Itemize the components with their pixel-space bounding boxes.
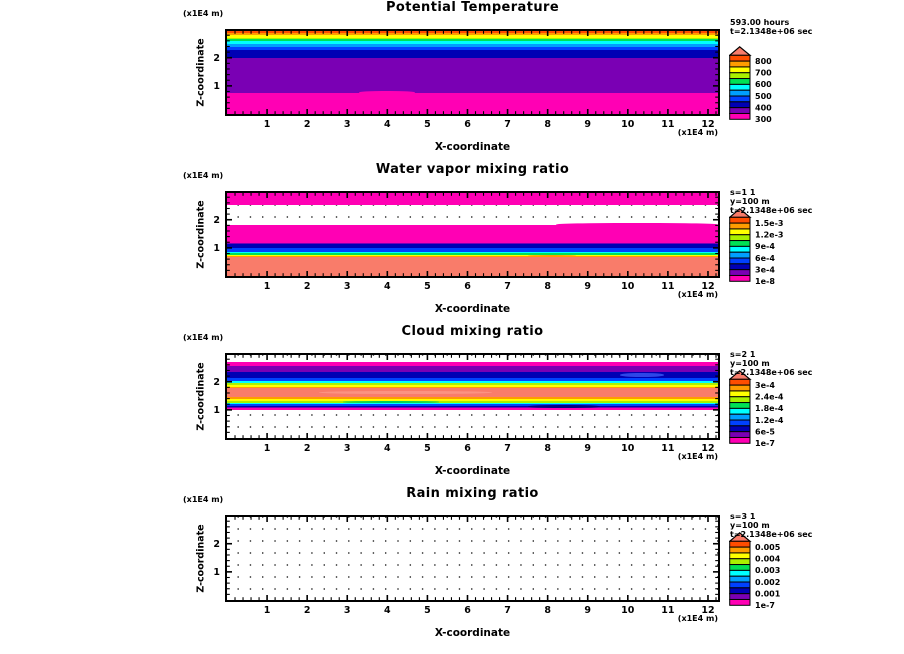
x-tick-label: 6 [464,119,471,130]
x-tick-label: 11 [661,281,675,292]
z-tick-label: 1 [213,566,220,578]
colorbar-band [730,391,750,397]
x-tick-label: 5 [424,281,431,292]
x-tick-label: 11 [661,119,675,130]
axis-ticks [227,355,718,438]
x-tick-label: 8 [544,605,551,616]
colorbar-tick-label: 2.4e-4 [755,392,784,402]
plot-area [225,191,720,278]
z-axis-unit-label: (x1E4 m) [183,9,224,18]
colorbar-band [730,108,750,114]
x-tick-label: 8 [544,119,551,130]
axis-ticks [227,193,718,276]
colorbar-scale [729,46,804,126]
colorbar-tick-label: 1e-7 [755,601,775,611]
z-axis-unit-label: (x1E4 m) [183,171,224,180]
x-axis-label: X-coordinate [434,141,511,153]
x-tick-label: 10 [621,119,635,130]
x-tick-label: 12 [701,605,715,616]
panel-title: Cloud mixing ratio [401,324,544,339]
colorbar-tick-label: 1e-8 [755,277,775,287]
x-tick-label: 1 [263,443,271,454]
panel-title: Water vapor mixing ratio [375,162,570,177]
colorbar-band [730,113,750,119]
colorbar-tick-label: 1.8e-4 [755,404,784,414]
panel-title: Potential Temperature [385,0,560,15]
colorbar-band [730,84,750,90]
x-tick-label: 7 [504,119,511,130]
colorbar-band [730,408,750,414]
x-tick-label: 3 [343,281,351,292]
colorbar-tick-label: 1.2e-3 [755,230,784,240]
x-tick-label: 3 [343,443,351,454]
x-tick-label: 9 [584,443,591,454]
legend-header-line: 593.00 hours [730,18,790,27]
colorbar [729,532,804,612]
x-tick-label: 12 [701,119,715,130]
z-axis-unit-label: (x1E4 m) [183,333,224,342]
colorbar-band [730,79,750,85]
colorbar-band [730,588,750,594]
colorbar-scale [729,208,804,288]
x-tick-label: 8 [544,281,551,292]
colorbar-band [730,270,750,276]
colorbar-tick-label: 6e-4 [755,253,775,263]
z-axis-unit-label: (x1E4 m) [183,495,224,504]
colorbar-band [730,599,750,605]
z-axis-label: Z-coordinate [195,524,207,593]
x-tick-label: 5 [424,605,431,616]
colorbar-tick-label: 6e-5 [755,427,775,437]
legend-header-line: t=2.1348e+06 sec [730,206,813,215]
colorbar-tick-label: 3e-4 [755,265,775,275]
x-tick-label: 4 [383,605,391,616]
colorbar-scale [729,370,804,450]
panel-water-vapor-mixing-ratio [0,162,904,330]
legend-header-line: t=2.1348e+06 sec [730,368,813,377]
colorbar [729,370,804,450]
z-tick-label: 2 [213,214,220,226]
z-axis-label: Z-coordinate [195,200,207,269]
colorbar-band [730,432,750,438]
legend-header-line: t=2.1348e+06 sec [730,27,813,36]
z-axis-label: Z-coordinate [195,38,207,107]
colorbar-tick-label: 600 [755,80,772,90]
x-tick-label: 7 [504,281,511,292]
x-tick-label: 10 [621,605,635,616]
z-tick-label: 2 [213,376,220,388]
colorbar-tick-label: 3e-4 [755,380,775,390]
z-axis-label: Z-coordinate [195,362,207,431]
x-tick-label: 4 [383,119,391,130]
legend-header-line: s=3 1 [730,512,756,521]
colorbar-band [730,252,750,258]
colorbar-tick-label: 500 [755,91,772,101]
colorbar [729,46,804,126]
colorbar-band [730,570,750,576]
colorbar-band [730,576,750,582]
colorbar-band [730,582,750,588]
panel-rain-mixing-ratio [0,486,904,654]
colorbar-tick-label: 0.005 [755,542,781,552]
colorbar-tick-label: 0.003 [755,566,781,576]
x-tick-label: 7 [504,605,511,616]
colorbar-tick-label: 0.004 [755,554,781,564]
colorbar-band [730,258,750,264]
plot-area [225,353,720,440]
panel-title: Rain mixing ratio [406,486,539,501]
colorbar-band [730,90,750,96]
x-tick-label: 4 [383,443,391,454]
x-tick-label: 9 [584,605,591,616]
colorbar-tick-label: 1e-7 [755,439,775,449]
colorbar-band [730,379,750,385]
colorbar-arrow [730,47,750,56]
colorbar-band [730,403,750,409]
colorbar-band [730,397,750,403]
colorbar-band [730,246,750,252]
x-tick-label: 3 [343,119,351,130]
colorbar-band [730,67,750,73]
x-tick-label: 2 [303,605,311,616]
x-axis-unit-label: (x1E4 m) [677,614,718,623]
z-tick-label: 1 [213,404,220,416]
x-tick-label: 1 [263,281,271,292]
panel-cloud-mixing-ratio [0,324,904,492]
x-tick-label: 2 [303,281,311,292]
legend-header-line: s=1 1 [730,188,756,197]
x-axis-label: X-coordinate [434,627,511,639]
plot-area [225,29,720,116]
x-tick-label: 2 [303,119,311,130]
x-tick-label: 8 [544,443,551,454]
z-tick-label: 2 [213,52,220,64]
colorbar-band [730,414,750,420]
legend-header-line: t=2.1348e+06 sec [730,530,813,539]
colorbar-band [730,61,750,67]
x-axis-label: X-coordinate [434,303,511,315]
x-axis-label: X-coordinate [434,465,511,477]
x-tick-label: 12 [701,281,715,292]
colorbar-band [730,217,750,223]
legend-header-line: y=100 m [730,521,770,530]
colorbar-tick-label: 1.5e-3 [755,218,784,228]
colorbar-scale [729,532,804,612]
colorbar-band [730,102,750,108]
x-tick-label: 10 [621,281,635,292]
x-tick-label: 5 [424,443,431,454]
colorbar-band [730,96,750,102]
colorbar-band [730,73,750,79]
x-tick-label: 6 [464,443,471,454]
panel-potential-temperature [0,0,904,168]
colorbar-band [730,275,750,281]
colorbar-band [730,553,750,559]
colorbar-tick-label: 700 [755,68,772,78]
axis-ticks [227,31,718,114]
legend-header-line: y=100 m [730,197,770,206]
x-tick-label: 12 [701,443,715,454]
x-tick-label: 5 [424,119,431,130]
colorbar-band [730,385,750,391]
x-tick-label: 6 [464,281,471,292]
colorbar-band [730,241,750,247]
colorbar-band [730,565,750,571]
x-tick-label: 1 [263,119,271,130]
colorbar-band [730,55,750,61]
colorbar-tick-label: 800 [755,56,772,66]
x-tick-label: 10 [621,443,635,454]
colorbar-band [730,264,750,270]
z-tick-label: 1 [213,242,220,254]
x-tick-label: 2 [303,443,311,454]
colorbar-band [730,223,750,229]
axis-ticks [227,517,718,600]
x-tick-label: 6 [464,605,471,616]
x-tick-label: 11 [661,443,675,454]
x-tick-label: 9 [584,119,591,130]
colorbar-tick-label: 9e-4 [755,242,775,252]
z-tick-label: 1 [213,80,220,92]
colorbar-band [730,541,750,547]
legend-header-line: s=2 1 [730,350,756,359]
z-tick-label: 2 [213,538,220,550]
colorbar-tick-label: 0.002 [755,577,781,587]
colorbar-tick-label: 400 [755,103,772,113]
legend-header-line: y=100 m [730,359,770,368]
colorbar-tick-label: 1.2e-4 [755,415,784,425]
x-tick-label: 11 [661,605,675,616]
x-tick-label: 9 [584,281,591,292]
colorbar-tick-label: 0.001 [755,589,781,599]
x-axis-unit-label: (x1E4 m) [677,128,718,137]
colorbar-tick-label: 300 [755,115,772,125]
colorbar-band [730,426,750,432]
x-tick-label: 1 [263,605,271,616]
colorbar-band [730,547,750,553]
colorbar-band [730,229,750,235]
plot-area [225,515,720,602]
colorbar [729,208,804,288]
x-tick-label: 7 [504,443,511,454]
colorbar-band [730,235,750,241]
colorbar-band [730,420,750,426]
x-axis-unit-label: (x1E4 m) [677,290,718,299]
x-tick-label: 4 [383,281,391,292]
colorbar-band [730,559,750,565]
colorbar-band [730,437,750,443]
x-tick-label: 3 [343,605,351,616]
colorbar-band [730,594,750,600]
x-axis-unit-label: (x1E4 m) [677,452,718,461]
